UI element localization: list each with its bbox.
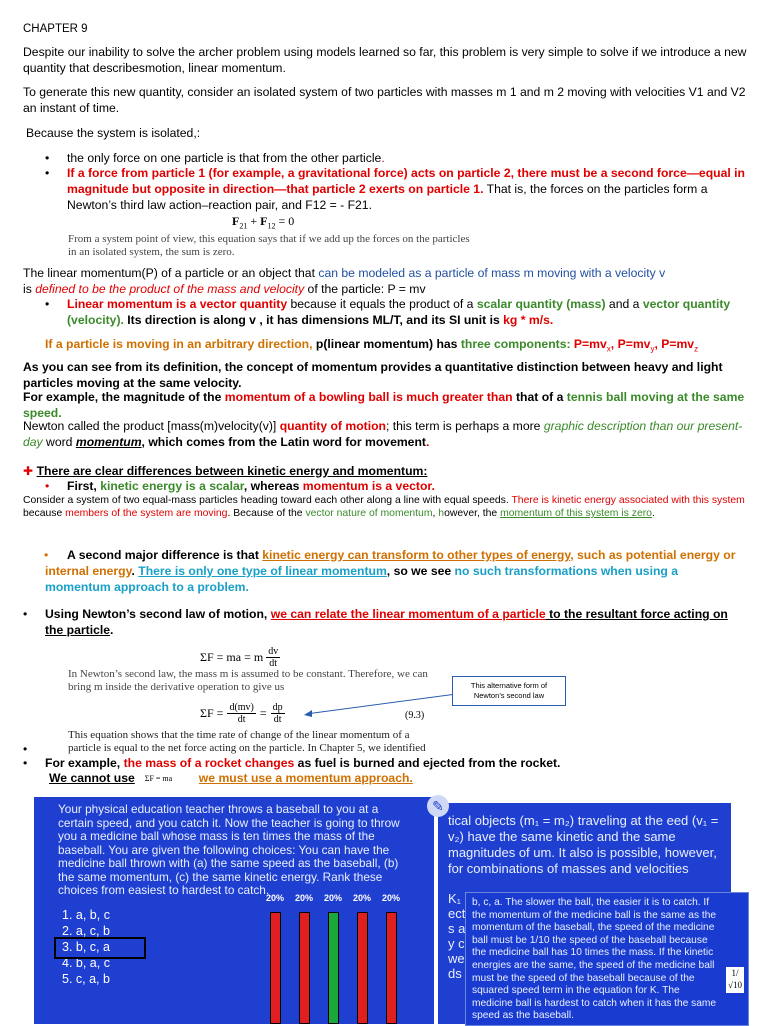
arb-b: p(linear momentum) has [312, 337, 461, 351]
equal-mass-fragment-2: ect [448, 906, 466, 921]
cons-c: because [23, 508, 66, 519]
sec-f: , so we see [386, 564, 455, 578]
arrow-bullet-icon: ✚ [23, 464, 34, 478]
cons-f: vector nature of momentum [305, 508, 433, 519]
eq1-f12: F [260, 214, 268, 228]
eq1-f21: F [232, 214, 240, 228]
vote-bar-3 [328, 912, 339, 1024]
bullet-dot: • [45, 166, 50, 180]
eq3-num2: dp [272, 702, 283, 713]
eq1-sub1: 21 [239, 221, 248, 231]
cannot-use-line [49, 771, 413, 785]
eq3-num1: d(mv) [229, 702, 254, 713]
rocket-a: For example, [45, 756, 124, 770]
bullet-force-pair [45, 165, 747, 213]
bullet-only-force-period: . [381, 151, 385, 165]
bullet-only-force [45, 150, 747, 166]
sec-c: , such as potential energy or internal energy [45, 548, 736, 578]
eq2-den: dt [269, 658, 278, 669]
cannot-eq: ΣF = ma [144, 773, 173, 783]
bullet-vector-quantity [45, 296, 747, 328]
bullet-newton-second-law [23, 606, 745, 638]
mdef-c: is [23, 282, 36, 296]
definition-paragraph: As you can see from its definition, the concept of momentum provides a quantitative distinction between heavy and light particles moving at the same velocity. [23, 360, 723, 390]
vote-bar-1 [270, 912, 281, 1024]
cons-k: . [651, 508, 655, 519]
bowl-d: tennis ball moving at the same speed. [23, 390, 745, 420]
arb-fz: z [694, 344, 699, 354]
mdef-e: of the particle: P = mv [304, 282, 426, 296]
nqm-b: quantity of motion [279, 419, 386, 433]
equal-mass-fragment-5: we [448, 951, 465, 966]
equation-newton-second-law [200, 646, 280, 669]
vote-bar-2 [299, 912, 310, 1024]
isolated-line: Because the system is isolated,: [26, 126, 201, 140]
vote-percent-label-1: 20% [266, 893, 285, 903]
intro-paragraph-2: To generate this new quantity, consider an isolated system of two particles with masses m 1 and m 2 moving with velocities V1 and V2 an instant of time. [23, 85, 746, 115]
eq3-den2: dt [273, 714, 282, 725]
equal-mass-fragment-1: K₁ [448, 891, 462, 906]
arb-d: P=mv [570, 337, 607, 351]
rocket-b: the mass of a rocket changes [123, 756, 295, 770]
callout-alternative-form: This alternative form of Newton’s second law [452, 676, 566, 706]
equation-number: (9.3) [405, 710, 425, 721]
nqm-h: . [425, 435, 430, 449]
bowl-a: For example, the magnitude of the [23, 390, 225, 404]
nqm-a: Newton called the product [mass(m)velocity(v)] [23, 419, 280, 433]
arbitrary-direction [45, 336, 768, 357]
arb-f: , P=mv [654, 337, 695, 351]
differences-heading-text: There are clear differences between kinetic energy and momentum: [36, 464, 428, 478]
mdef-d: defined to be the product of the mass and velocity [35, 282, 305, 296]
nqm-e: word [42, 435, 76, 449]
quiz-slide [34, 797, 434, 1024]
fraction-box: 1/√10 [726, 967, 744, 993]
bullet-dot: • [45, 297, 50, 311]
vote-percent-label-4: 20% [353, 893, 372, 903]
equal-mass-text: tical objects (m₁ = m₂) traveling at the eed (v₁ = v₂) have the same kinetic and the same magnitudes of um. It also is possible, however, for combinations of masses and velocities [448, 813, 719, 876]
intro-paragraph-1: Despite our inability to solve the archer problem using models learned so far, this problem is very simple to solve if we introduce a new quantity that describesmotion, linear momentum. [23, 45, 747, 75]
cons-d: members of the system are moving [65, 508, 228, 519]
rocket-c: as fuel is burned and ejected from the rocket. [294, 756, 561, 770]
vote-bar-5 [386, 912, 397, 1024]
callout-arrow [300, 690, 470, 720]
bullet-dot: • [45, 151, 50, 165]
figure-text-mass-constant: In Newton’s second law, the mass m is assumed to be constant. Therefore, we can bring m inside the derivative operation to give us [68, 668, 428, 693]
bullet-dot: • [23, 756, 28, 770]
consider-paragraph [23, 494, 748, 520]
sec-e: There is only one type of linear momentum [138, 564, 387, 578]
bullet-dot: • [23, 607, 28, 621]
vq-g: kg * m/s. [503, 313, 554, 327]
answer-slide [465, 892, 749, 1026]
eq3-sum: ΣF = [200, 706, 224, 720]
cons-i: owever, the [444, 508, 501, 519]
vq-d: and a [605, 297, 643, 311]
quiz-answer-5: 5. c, a, b [62, 972, 110, 986]
cons-e: . Because of the [227, 508, 306, 519]
eq2-num: dv [268, 646, 279, 657]
cons-b: There is kinetic energy associated with this system [511, 495, 745, 506]
quiz-answer-2: 2. a, c, b [62, 924, 110, 938]
vq-e: vector quantity (velocity). [67, 297, 731, 327]
bowl-c: that of a [512, 390, 567, 404]
equal-mass-fragment-4: y c [448, 936, 465, 951]
cons-h: h [438, 508, 445, 519]
cons-g: , [432, 508, 439, 519]
nqm-g: , which comes from the Latin word for movement [141, 435, 426, 449]
arb-c: three components: [460, 337, 571, 351]
n2-b: we can relate the linear momentum of a particle [270, 607, 546, 621]
n2-c: to the resultant force acting on the particle [45, 607, 728, 637]
answer-highlight-box [54, 937, 146, 959]
vote-bars [266, 893, 420, 1024]
sec-b: kinetic energy can transform to other types of energy [262, 548, 571, 562]
momentum-definition [23, 265, 748, 297]
force-pair-rest: That is, the forces on the particles form a Newton’s third law action–reaction pair, and F12 = - F21. [67, 182, 708, 212]
cons-a: Consider a system of two equal-mass particles heading toward each other along a line with equal speeds. [23, 495, 512, 506]
vq-f: Its direction is along v , it has dimensions ML/T, and its SI unit is [123, 313, 504, 327]
figure-caption-isolated: From a system point of view, this equation says that if we add up the forces on the particles in an isolated system, the sum is zero. [68, 233, 470, 258]
quiz-answer-1: 1. a, b, c [62, 908, 110, 922]
empty-bullet: • [23, 742, 28, 756]
bowl-b: momentum of a bowling ball is much greater than [224, 390, 513, 404]
chapter-heading: CHAPTER 9 [23, 23, 88, 35]
arb-ey: y [650, 344, 655, 354]
bowling-example [23, 389, 748, 421]
eq3-den1: dt [237, 714, 246, 725]
differences-heading [23, 463, 748, 479]
vote-percent-label-5: 20% [382, 893, 401, 903]
figure-text-time-rate: This equation shows that the time rate of change of the linear momentum of a particle is equal to the net force acting on the particle. In Chapter 5, we identified [68, 729, 426, 754]
eq2-sum: ΣF = ma = m [200, 650, 264, 664]
force-pair-red: If a force from particle 1 (for example, a gravitational force) acts on particle 2, there must be a second force—equal in magnitude but opposite in direction—that particle 2 exerts on particle 1. [67, 166, 745, 196]
cannot-b: we must use a momentum approach. [198, 771, 413, 785]
first-b: kinetic energy is a scalar [100, 479, 244, 493]
first-a: First, [67, 479, 101, 493]
eq1-equals: = 0 [278, 214, 295, 228]
vq-b: because it equals the product of a [287, 297, 477, 311]
n2-a: Using Newton’s second law of motion, [45, 607, 271, 621]
vote-percent-label-3: 20% [324, 893, 343, 903]
equation-momentum-rate [200, 702, 285, 725]
cannot-a: We cannot use [49, 771, 135, 785]
newton-quantity-of-motion [23, 418, 748, 450]
nqm-d: graphic description than our present-day [23, 419, 743, 449]
nqm-c: ; this term is perhaps a more [386, 419, 544, 433]
sec-g: no such transformations when using a momentum approach to a problem. [45, 564, 679, 594]
vote-percent-label-2: 20% [295, 893, 314, 903]
first-d: momentum is a vector. [302, 479, 435, 493]
vq-a: Linear momentum is a vector quantity [67, 297, 288, 311]
bullet-dot: • [44, 548, 49, 562]
arb-dx: x [606, 344, 611, 354]
bullet-dot: • [45, 479, 50, 493]
equal-mass-fragment-6: ds [448, 966, 462, 981]
cons-j: momentum of this system is zero [500, 508, 652, 519]
vq-c: scalar quantity (mass) [476, 297, 606, 311]
eq1-sub2: 12 [267, 221, 276, 231]
arb-a: If a particle is moving in an arbitrary direction, [45, 337, 313, 351]
quiz-answer-4: 4. b, a, c [62, 956, 110, 970]
vote-bar-4 [357, 912, 368, 1024]
bullet-only-force-text: the only force on one particle is that from the other particle [67, 151, 382, 165]
second-difference [45, 547, 745, 595]
bullet-rocket [23, 755, 745, 771]
eq1-plus: + [250, 214, 258, 228]
equal-mass-fragment-3: s a [448, 921, 466, 936]
sec-d: . [131, 564, 139, 578]
sec-a: A second major difference is that [67, 548, 263, 562]
nqm-f: momentum [75, 435, 142, 449]
answer-explanation: b, c, a. The slower the ball, the easier it is to catch. If the momentum of the medicine ball is the same as the momentum of the baseball, the speed of the medicine ball must be 1/10 the speed of the baseball because the medicine ball has 10 times the mass. If the kinetic energies are the same, the speed of the medicine ball must be the speed of the baseball because of the squared speed term in the equation for K. The medicine ball is hardest to catch when it has the same speed as the baseball. [472, 897, 717, 1022]
arb-e: , P=mv [610, 337, 651, 351]
mdef-b: can be modeled as a particle of mass m moving with a velocity v [318, 266, 666, 280]
bullet-first-difference [45, 478, 747, 494]
n2-d: . [110, 623, 114, 637]
quiz-answer-3: 3. b, c, a [62, 940, 110, 954]
quiz-question: Your physical education teacher throws a baseball to you at a certain speed, and you catch it. Now the teacher is going to throw you a medicine ball whose mass is ten times the mass of the baseball. You are given the following choices: You can have the medicine ball thrown with (a) the same speed as the baseball, (b) the same momentum, (c) the same kinetic energy. Rank these choices from easiest to hardest to catch. [58, 802, 400, 897]
equation-force-sum [232, 214, 294, 230]
first-c: , whereas [243, 479, 303, 493]
slide-logo-icon: ✎ [427, 795, 449, 817]
eq3-equals: = [259, 706, 267, 720]
mdef-a: The linear momentum(P) of a particle or an object that [23, 266, 319, 280]
